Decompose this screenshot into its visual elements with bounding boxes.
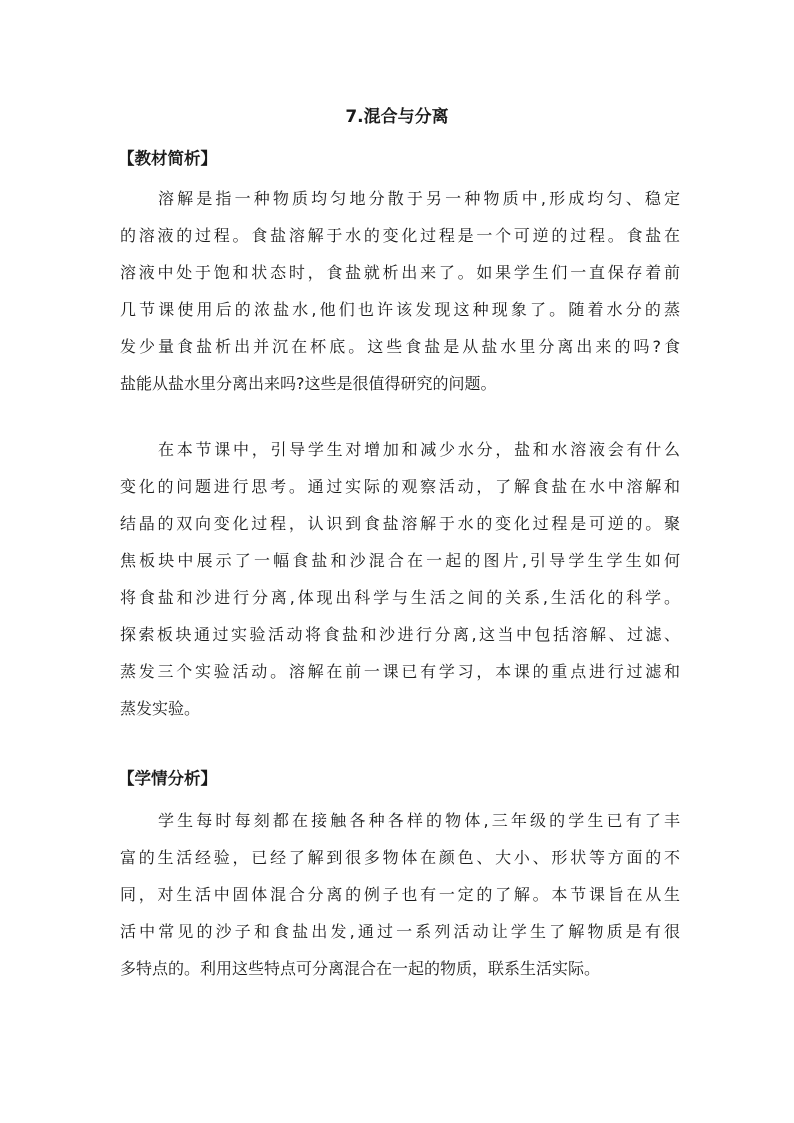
text-line: 蒸发三个实验活动。溶解在前一课已有学习，本课的重点进行过滤和: [120, 662, 680, 681]
text-line: 几节课使用后的浓盐水,他们也许该发现这种现象了。随着水分的蒸: [120, 300, 680, 319]
text-line: 富的生活经验，已经了解到很多物体在颜色、大小、形状等方面的不: [120, 848, 680, 867]
text-line: 的溶液的过程。食盐溶解于水的变化过程是一个可逆的过程。食盐在: [120, 226, 680, 245]
text-line: 变化的问题进行思考。通过实际的观察活动，了解食盐在水中溶解和: [120, 477, 680, 496]
text-line: 同，对生活中固体混合分离的例子也有一定的了解。本节课旨在从生: [120, 885, 680, 904]
text-line: 探索板块通过实验活动将食盐和沙进行分离,这当中包括溶解、过滤、: [120, 625, 680, 644]
text-line: 蒸发实验。: [120, 699, 201, 718]
section-heading-textbook-analysis: 【教材简析】: [118, 149, 217, 168]
section-heading-learner-analysis: 【学情分析】: [118, 769, 217, 788]
text-line: 多特点的。利用这些特点可分离混合在一起的物质，联系生活实际。: [120, 959, 601, 978]
text-line: 发少量食盐析出并沉在杯底。这些食盐是从盐水里分离出来的吗?食: [120, 337, 680, 356]
text-line: 结晶的双向变化过程，认识到食盐溶解于水的变化过程是可逆的。聚: [120, 514, 680, 533]
text-line: 焦板块中展示了一幅食盐和沙混合在一起的图片,引导学生学生如何: [120, 551, 680, 570]
text-line: 在本节课中，引导学生对增加和减少水分，盐和水溶液会有什么: [158, 440, 680, 459]
text-line: 学生每时每刻都在接触各种各样的物体,三年级的学生已有了丰: [158, 811, 680, 830]
text-line: 溶解是指一种物质均匀地分散于另一种物质中,形成均匀、稳定: [158, 189, 680, 208]
text-line: 溶液中处于饱和状态时，食盐就析出来了。如果学生们一直保存着前: [120, 263, 680, 282]
text-line: 活中常见的沙子和食盐出发,通过一系列活动让学生了解物质是有很: [120, 922, 680, 941]
text-line: 将食盐和沙进行分离,体现出科学与生活之间的关系,生活化的科学。: [120, 588, 680, 607]
page-title: 7.混合与分离: [345, 107, 449, 127]
text-line: 盐能从盐水里分离出来吗?这些是很值得研究的问题。: [120, 374, 497, 393]
